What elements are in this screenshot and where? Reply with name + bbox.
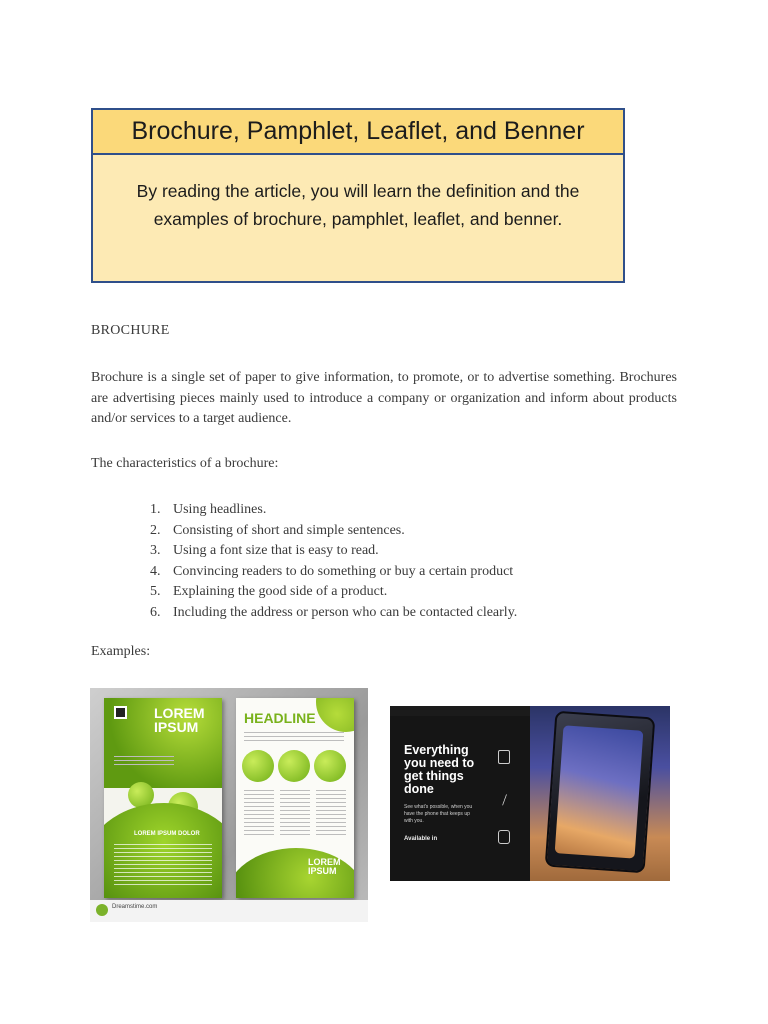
brochure-right-page: HEADLINE LOREM IPSUM bbox=[236, 698, 354, 898]
characteristics-intro: The characteristics of a brochure: bbox=[91, 456, 279, 471]
list-item: 4. Convincing readers to do something or buy a certain product bbox=[150, 563, 514, 579]
brochure-tagline: Everything you need to get things done bbox=[404, 743, 475, 796]
examples-label: Examples: bbox=[91, 644, 151, 659]
intro-text: By reading the article, you will learn the definition and the examples of brochure, pamphlet, leaflet, and benner. bbox=[136, 181, 580, 229]
camera-icon bbox=[498, 830, 510, 844]
phone-icon bbox=[545, 711, 656, 874]
screen-icon bbox=[498, 750, 510, 764]
list-item: 3. Using a font size that is easy to read. bbox=[150, 543, 379, 558]
qr-code-icon bbox=[114, 706, 127, 719]
image-watermark-footer: Dreamstime.com bbox=[90, 900, 368, 922]
green-brochure-image bbox=[90, 688, 368, 922]
title-box bbox=[91, 108, 625, 283]
list-item: 6. Including the address or person who can be contacted clearly. bbox=[150, 604, 518, 620]
characteristics-list bbox=[150, 500, 517, 623]
document-title: Brochure, Pamphlet, Leaflet, and Benner bbox=[131, 117, 585, 145]
title-bar bbox=[93, 110, 623, 155]
section-heading: BROCHURE bbox=[91, 323, 170, 338]
list-item: 1. Using headlines. bbox=[150, 502, 267, 517]
phone-brochure-image: Everything you need to get things done See what's possible, when you have the phone that keeps up with you. Available in bbox=[390, 706, 670, 881]
brochure-definition: Brochure is a single set of paper to give information, to promote, or to advertise something. Brochures are advertising pieces mainly used to introduce a company or organization and inform about products and/or services to a target audience. bbox=[91, 370, 677, 426]
list-item: 2. Consisting of short and simple sentences. bbox=[150, 522, 405, 538]
brochure-left-page: LOREM IPSUM LOREM IPSUM DOLOR bbox=[104, 698, 222, 898]
dreamstime-logo-icon bbox=[96, 904, 108, 916]
list-item: 5. Explaining the good side of a product. bbox=[150, 584, 388, 599]
